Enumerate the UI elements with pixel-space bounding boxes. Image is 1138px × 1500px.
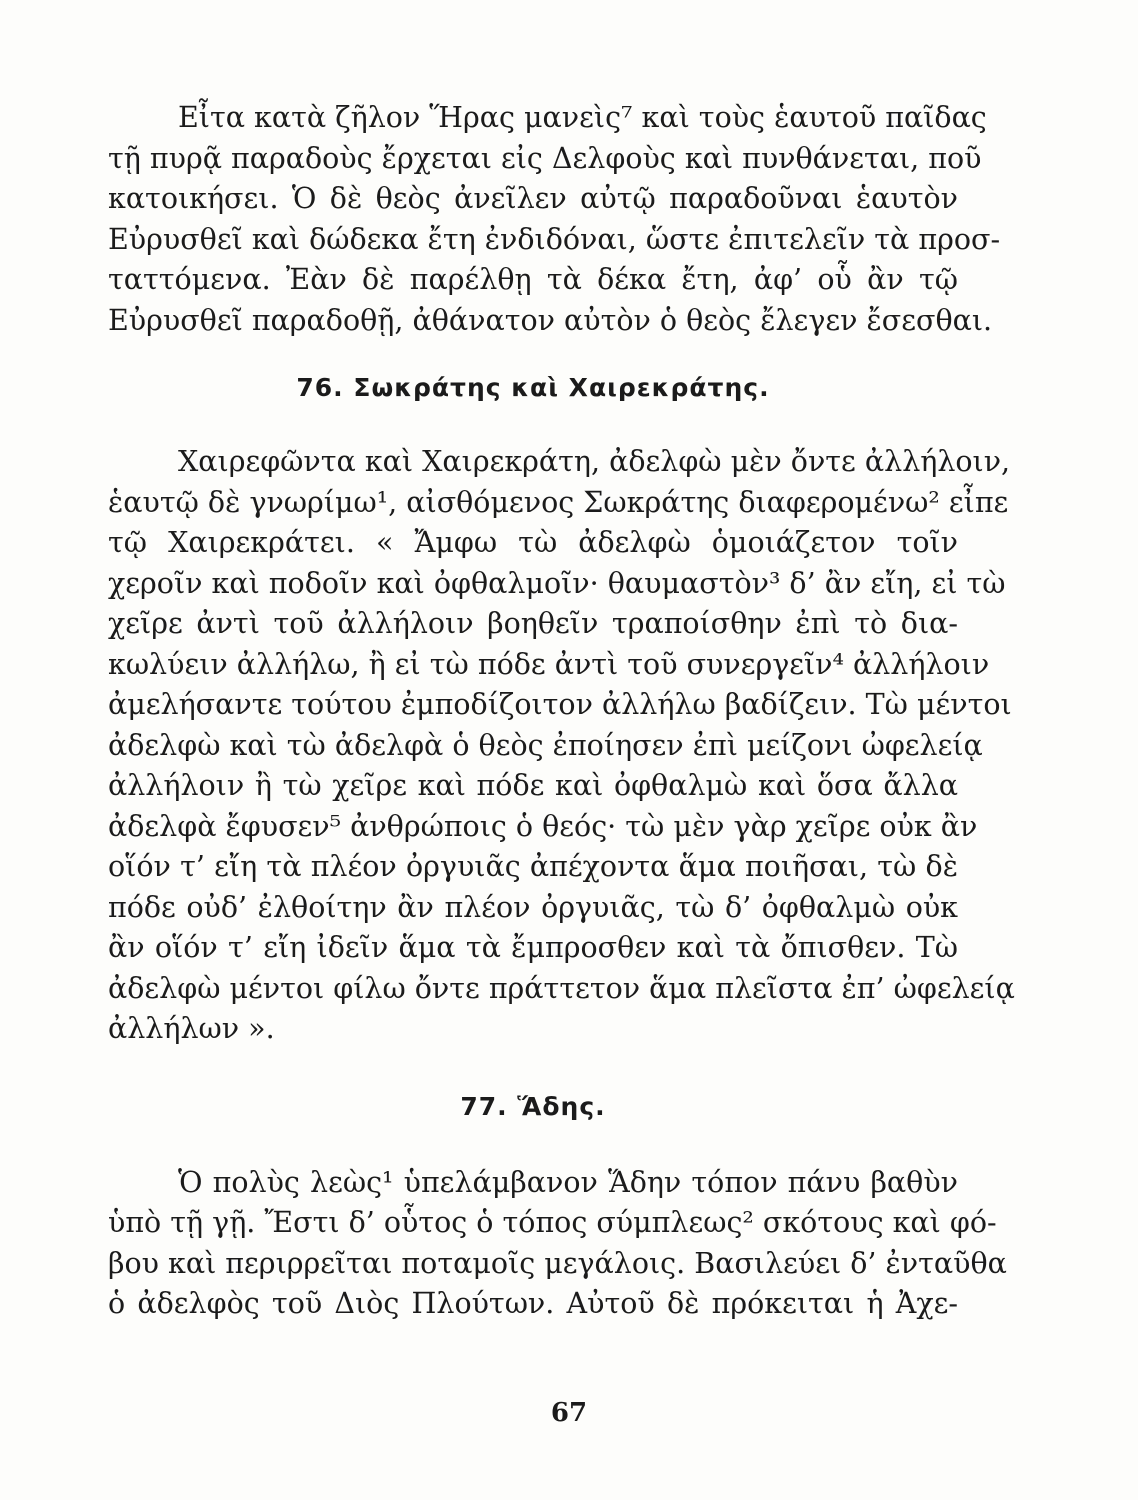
text-line: οἵόν τ’ εἴη τὰ πλέον ὀργυιᾶς ἀπέχοντα ἅμα ποιῆσαι, τὼ δὲ (108, 850, 958, 883)
page-number: 67 (550, 1398, 588, 1428)
section-77-body (108, 1163, 1007, 1325)
text-line: Εὐρυσθεῖ καὶ δώδεκα ἔτη ἐνδιδόναι, ὥστε ἐπιτελεῖν τὰ προσ- (108, 222, 1001, 256)
text-line: βου καὶ περιρρεῖται ποταμοῖς μεγάλοις. Βασιλεύει δ’ ἐνταῦθα (108, 1246, 1007, 1280)
text-line: ἀδελφὰ ἔφυσεν⁵ ἀνθρώποις ὁ θεός· τὼ μὲν γὰρ χεῖρε οὐκ ἂν (108, 809, 978, 843)
text-line: κωλύειν ἀλλήλω, ἢ εἰ τὼ πόδε ἀντὶ τοῦ συνεργεῖν⁴ ἀλλήλοιν (108, 647, 990, 681)
text-line: ἀδελφὼ καὶ τὼ ἀδελφὰ ὁ θεὸς ἐποίησεν ἐπὶ μείζονι ὠφελείᾳ (108, 728, 983, 762)
text-line: ἀδελφὼ μέντοι φίλω ὄντε πράττετον ἅμα πλεῖστα ἐπ’ ὠφελείᾳ (108, 971, 1015, 1005)
text-line: ὑπὸ τῇ γῇ. Ἔστι δ’ οὗτος ὁ τόπος σύμπλεως² σκότους καὶ φό- (108, 1206, 997, 1239)
text-line: Ὁ πολὺς λεὼς¹ ὑπελάμβανον Ἅδην τόπον πάνυ βαθὺν (178, 1165, 958, 1199)
text-line: Εἶτα κατὰ ζῆλον Ἥρας μανεὶς⁷ καὶ τοὺς ἑαυτοῦ παῖδας (178, 101, 987, 134)
page-body (108, 98, 1015, 1325)
section-76-body (108, 442, 1015, 1050)
text-line: πόδε οὐδ’ ἐλθοίτην ἂν πλέον ὀργυιᾶς, τὼ δ’ ὀφθαλμὼ οὐκ (108, 890, 958, 924)
text-line: ἑαυτῷ δὲ γνωρίμω¹, αἰσθόμενος Σωκράτης διαφερομένω² εἶπε (108, 485, 1009, 519)
text-line: ἂν οἵόν τ’ εἴη ἰδεῖν ἅμα τὰ ἔμπροσθεν καὶ τὰ ὄπισθεν. Τὼ (108, 931, 958, 964)
text-line: ὁ ἀδελφὸς τοῦ Διὸς Πλούτων. Αὐτοῦ δὲ πρόκειται ἡ Ἀχε- (108, 1287, 958, 1320)
text-line: ἀλλήλων ». (108, 1012, 275, 1045)
text-line: ἀλλήλοιν ἢ τὼ χεῖρε καὶ πόδε καὶ ὀφθαλμὼ καὶ ὅσα ἄλλα (108, 769, 958, 802)
text-line: Εὐρυσθεῖ παραδοθῇ, ἀθάνατον αὐτὸν ὁ θεὸς ἔλεγεν ἔσεσθαι. (108, 303, 993, 337)
text-line: Χαιρεφῶντα καὶ Χαιρεκράτη, ἀδελφὼ μὲν ὄντε ἀλλήλοιν, (178, 445, 1011, 478)
text-line: τῷ Χαιρεκράτει. « Ἄμφω τὼ ἀδελφὼ ὁμοιάζετον τοῖν (108, 526, 958, 559)
text-line: χεροῖν καὶ ποδοῖν καὶ ὀφθαλμοῖν· θαυμαστὸν³ δ’ ἂν εἴη, εἰ τὼ (108, 566, 1006, 600)
section-76-heading: 76. Σωκράτης καὶ Χαιρεκράτης. (296, 373, 770, 402)
section-77-heading: 77. Ἅδης. (460, 1091, 606, 1121)
text-line: ἀμελήσαντε τούτου ἐμποδίζοιτον ἀλλήλω βαδίζειν. Τὼ μέντοι (108, 688, 1012, 721)
text-line: χεῖρε ἀντὶ τοῦ ἀλλήλοιν βοηθεῖν τραποίσθην ἐπὶ τὸ δια- (108, 607, 958, 640)
text-line: τῇ πυρᾷ παραδοὺς ἔρχεται εἰς Δελφοὺς καὶ πυνθάνεται, ποῦ (108, 141, 982, 175)
text-line: ταττόμενα. Ἐὰν δὲ παρέλθῃ τὰ δέκα ἔτη, ἀφ’ οὗ ἂν τῷ (108, 263, 958, 296)
text-line: κατοικήσει. Ὁ δὲ θεὸς ἀνεῖλεν αὐτῷ παραδοῦναι ἑαυτὸν (108, 182, 958, 215)
section-75-ending (108, 98, 1001, 341)
